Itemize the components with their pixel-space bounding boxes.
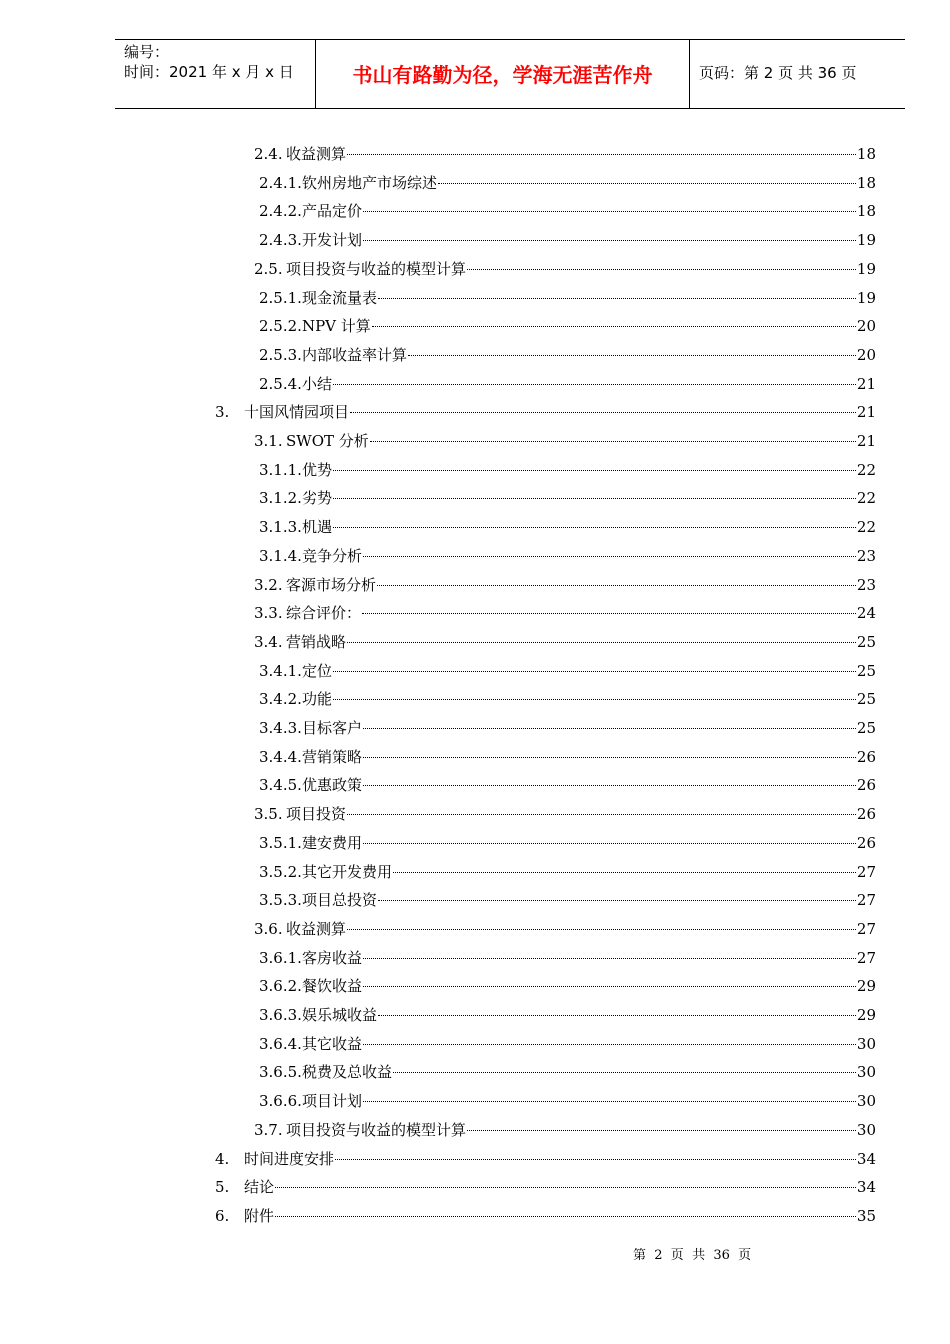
toc-entry-number: 3.3. bbox=[254, 604, 283, 622]
toc-entry-page: 30 bbox=[856, 1063, 876, 1081]
header-page-cell bbox=[690, 40, 905, 108]
toc-entry-page: 20 bbox=[856, 346, 876, 364]
toc-entry-title: SWOT 分析 bbox=[286, 432, 369, 450]
toc-leader-dots bbox=[467, 249, 856, 270]
toc-entry-title: 项目计划 bbox=[301, 1092, 362, 1110]
toc-entry-number: 3.6.1. bbox=[259, 949, 302, 967]
toc-entry[interactable] bbox=[254, 425, 876, 450]
toc-entry-title: 收益测算 bbox=[286, 920, 347, 938]
toc-entry-number: 3.5. bbox=[254, 805, 283, 823]
toc-entry-title: 劣势 bbox=[301, 489, 332, 507]
toc-entry-title: 时间进度安排 bbox=[244, 1150, 335, 1168]
toc-entry-number: 3.4.1. bbox=[259, 662, 302, 680]
toc-entry-number: 3.1.3. bbox=[259, 518, 302, 536]
toc-entry-page: 18 bbox=[856, 202, 876, 220]
header-motto: 书山有路勤为径，学海无涯苦作舟 bbox=[352, 63, 653, 87]
toc-entry[interactable] bbox=[259, 712, 876, 737]
toc-entry-page: 29 bbox=[856, 977, 876, 995]
toc-entry[interactable] bbox=[259, 683, 876, 708]
toc-leader-dots bbox=[363, 765, 856, 786]
toc-entry-page: 22 bbox=[856, 461, 876, 479]
toc-entry-page: 19 bbox=[856, 260, 876, 278]
toc-entry-title: 内部收益率计算 bbox=[301, 346, 407, 364]
toc-leader-dots bbox=[333, 679, 856, 700]
toc-entry[interactable] bbox=[254, 597, 876, 622]
toc-entry-number: 3.6.3. bbox=[259, 1006, 302, 1024]
toc-entry-title: 目标客户 bbox=[301, 719, 362, 737]
toc-leader-dots bbox=[350, 392, 856, 413]
toc-entry-page: 25 bbox=[856, 662, 876, 680]
toc-entry[interactable] bbox=[254, 138, 876, 163]
toc-entry-number: 2.5.2. bbox=[259, 317, 302, 335]
toc-entry[interactable] bbox=[254, 253, 876, 278]
toc-entry-page: 30 bbox=[856, 1035, 876, 1053]
toc-leader-dots bbox=[438, 163, 856, 184]
toc-entry[interactable] bbox=[259, 540, 876, 565]
toc-entry-page: 34 bbox=[856, 1150, 876, 1168]
toc-leader-dots bbox=[363, 536, 856, 557]
toc-entry-title: 结论 bbox=[244, 1178, 275, 1196]
toc-entry-page: 18 bbox=[856, 174, 876, 192]
toc-entry-number: 2.4.3. bbox=[259, 231, 302, 249]
toc-leader-dots bbox=[363, 708, 856, 729]
toc-entry-title: 钦州房地产市场综述 bbox=[301, 174, 437, 192]
toc-entry-number: 3.1.4. bbox=[259, 547, 302, 565]
toc-entry-page: 30 bbox=[856, 1121, 876, 1139]
toc-entry-page: 25 bbox=[856, 719, 876, 737]
toc-entry-number: 3.5.1. bbox=[259, 834, 302, 852]
toc-entry-title: 客源市场分析 bbox=[286, 576, 377, 594]
toc-entry-number: 3.5.2. bbox=[259, 863, 302, 881]
document-number-label: 编号： bbox=[124, 43, 170, 61]
toc-entry-title: 娱乐城收益 bbox=[301, 1006, 377, 1024]
toc-leader-dots bbox=[372, 306, 856, 327]
document-date-label: 时间：2021 年 x 月 x 日 bbox=[124, 63, 294, 81]
toc-entry[interactable] bbox=[259, 511, 876, 536]
toc-entry-number: 3.4.5. bbox=[259, 776, 302, 794]
toc-entry-number: 3. bbox=[215, 403, 230, 421]
toc-entry-title: NPV 计算 bbox=[301, 317, 371, 335]
toc-leader-dots bbox=[333, 507, 856, 528]
toc-entry-title: 十国风情园项目 bbox=[244, 403, 350, 421]
toc-entry-number: 4. bbox=[215, 1150, 230, 1168]
toc-entry-title: 餐饮收益 bbox=[301, 977, 362, 995]
toc-entry-title: 优势 bbox=[301, 461, 332, 479]
toc-entry-number: 3.4.4. bbox=[259, 748, 302, 766]
toc-entry-page: 24 bbox=[856, 604, 876, 622]
toc-entry[interactable] bbox=[215, 1200, 876, 1225]
toc-entry-number: 2.4. bbox=[254, 145, 283, 163]
toc-entry-title: 营销战略 bbox=[286, 633, 347, 651]
toc-entry-page: 27 bbox=[856, 920, 876, 938]
toc-entry-page: 22 bbox=[856, 489, 876, 507]
toc-entry-number: 3.2. bbox=[254, 576, 283, 594]
toc-entry-number: 3.6.4. bbox=[259, 1035, 302, 1053]
toc-entry-number: 2.4.1. bbox=[259, 174, 302, 192]
toc-leader-dots bbox=[363, 938, 856, 959]
toc-entry-title: 竞争分析 bbox=[301, 547, 362, 565]
toc-entry-page: 26 bbox=[856, 776, 876, 794]
toc-entry-number: 6. bbox=[215, 1207, 230, 1225]
toc-entry[interactable] bbox=[259, 1028, 876, 1053]
toc-entry[interactable] bbox=[215, 1143, 876, 1168]
toc-entry-page: 19 bbox=[856, 289, 876, 307]
toc-entry-title: 优惠政策 bbox=[301, 776, 362, 794]
toc-leader-dots bbox=[378, 995, 856, 1016]
toc-entry-page: 23 bbox=[856, 547, 876, 565]
toc-leader-dots bbox=[370, 421, 856, 442]
toc-entry[interactable] bbox=[254, 913, 876, 938]
toc-entry-number: 3.1.2. bbox=[259, 489, 302, 507]
toc-entry[interactable] bbox=[259, 454, 876, 479]
toc-entry[interactable] bbox=[259, 884, 876, 909]
toc-entry[interactable] bbox=[259, 1056, 876, 1081]
toc-entry-title: 小结 bbox=[301, 375, 332, 393]
toc-leader-dots bbox=[347, 909, 856, 930]
toc-entry-number: 3.4.3. bbox=[259, 719, 302, 737]
toc-entry[interactable] bbox=[259, 827, 876, 852]
toc-entry-number: 3.1. bbox=[254, 432, 283, 450]
toc-entry-page: 35 bbox=[856, 1207, 876, 1225]
header-motto-cell bbox=[316, 40, 690, 108]
toc-entry-title: 建安费用 bbox=[301, 834, 362, 852]
toc-entry[interactable] bbox=[215, 396, 876, 421]
toc-entry[interactable] bbox=[254, 569, 876, 594]
toc-entry[interactable] bbox=[254, 626, 876, 651]
toc-leader-dots bbox=[467, 1110, 856, 1131]
toc-leader-dots bbox=[378, 880, 856, 901]
toc-entry-page: 29 bbox=[856, 1006, 876, 1024]
toc-leader-dots bbox=[335, 1139, 856, 1160]
toc-entry-title: 定位 bbox=[301, 662, 332, 680]
toc-leader-dots bbox=[275, 1167, 856, 1188]
toc-entry[interactable] bbox=[259, 856, 876, 881]
toc-entry-number: 5. bbox=[215, 1178, 230, 1196]
toc-entry-page: 25 bbox=[856, 633, 876, 651]
toc-entry-number: 3.6.5. bbox=[259, 1063, 302, 1081]
toc-entry-title: 项目总投资 bbox=[301, 891, 377, 909]
toc-entry[interactable] bbox=[259, 970, 876, 995]
footer-page-number: 第 2 页 共 36 页 bbox=[633, 1248, 752, 1263]
toc-entry-title: 税费及总收益 bbox=[301, 1063, 392, 1081]
toc-entry-title: 产品定价 bbox=[301, 202, 362, 220]
toc-entry-title: 其它收益 bbox=[301, 1035, 362, 1053]
toc-leader-dots bbox=[378, 278, 856, 299]
toc-entry[interactable] bbox=[259, 999, 876, 1024]
toc-entry-title: 机遇 bbox=[301, 518, 332, 536]
toc-entry[interactable] bbox=[259, 195, 876, 220]
toc-entry[interactable] bbox=[259, 942, 876, 967]
toc-leader-dots bbox=[347, 622, 856, 643]
toc-entry[interactable] bbox=[259, 368, 876, 393]
toc-entry-page: 22 bbox=[856, 518, 876, 536]
toc-entry[interactable] bbox=[259, 224, 876, 249]
toc-entry-page: 27 bbox=[856, 949, 876, 967]
toc-leader-dots bbox=[333, 364, 856, 385]
toc-entry-number: 3.6.6. bbox=[259, 1092, 302, 1110]
toc-leader-dots bbox=[333, 450, 856, 471]
toc-entry-title: 项目投资 bbox=[286, 805, 347, 823]
toc-entry[interactable] bbox=[254, 1114, 876, 1139]
toc-entry-title: 功能 bbox=[301, 690, 332, 708]
toc-entry[interactable] bbox=[259, 167, 876, 192]
toc-entry[interactable] bbox=[254, 798, 876, 823]
toc-leader-dots bbox=[363, 191, 856, 212]
toc-entry-page: 21 bbox=[856, 375, 876, 393]
toc-entry[interactable] bbox=[259, 339, 876, 364]
toc-entry-title: 客房收益 bbox=[301, 949, 362, 967]
toc-entry-title: 项目投资与收益的模型计算 bbox=[286, 260, 467, 278]
toc-leader-dots bbox=[363, 220, 856, 241]
toc-entry[interactable] bbox=[259, 1085, 876, 1110]
toc-entry-page: 27 bbox=[856, 863, 876, 881]
header-info-cell bbox=[115, 40, 316, 108]
toc-leader-dots bbox=[363, 966, 856, 987]
toc-entry-page: 21 bbox=[856, 432, 876, 450]
toc-entry-title: 其它开发费用 bbox=[301, 863, 392, 881]
toc-entry-page: 26 bbox=[856, 834, 876, 852]
toc-entry-page: 26 bbox=[856, 805, 876, 823]
toc-entry-number: 3.5.3. bbox=[259, 891, 302, 909]
toc-entry-page: 19 bbox=[856, 231, 876, 249]
toc-entry[interactable] bbox=[259, 769, 876, 794]
toc-leader-dots bbox=[362, 593, 856, 614]
document-header bbox=[115, 39, 905, 109]
toc-entry-page: 21 bbox=[856, 403, 876, 421]
toc-entry[interactable] bbox=[259, 482, 876, 507]
toc-leader-dots bbox=[408, 335, 856, 356]
toc-entry-number: 3.7. bbox=[254, 1121, 283, 1139]
toc-entry-title: 项目投资与收益的模型计算 bbox=[286, 1121, 467, 1139]
toc-entry-number: 3.6. bbox=[254, 920, 283, 938]
toc-entry-number: 3.1.1. bbox=[259, 461, 302, 479]
toc-entry-page: 30 bbox=[856, 1092, 876, 1110]
toc-entry-page: 26 bbox=[856, 748, 876, 766]
toc-entry-number: 3.4.2. bbox=[259, 690, 302, 708]
toc-leader-dots bbox=[363, 737, 856, 758]
toc-entry-number: 2.4.2. bbox=[259, 202, 302, 220]
toc-entry-title: 现金流量表 bbox=[301, 289, 377, 307]
toc-leader-dots bbox=[347, 794, 856, 815]
toc-leader-dots bbox=[275, 1196, 856, 1217]
toc-entry-number: 3.6.2. bbox=[259, 977, 302, 995]
toc-entry-title: 营销策略 bbox=[301, 748, 362, 766]
toc-leader-dots bbox=[377, 565, 856, 586]
toc-entry[interactable] bbox=[259, 310, 876, 335]
toc-leader-dots bbox=[363, 823, 856, 844]
toc-leader-dots bbox=[363, 1024, 856, 1045]
toc-leader-dots bbox=[333, 478, 856, 499]
toc-entry-number: 3.4. bbox=[254, 633, 283, 651]
toc-entry-page: 27 bbox=[856, 891, 876, 909]
toc-entry-number: 2.5.4. bbox=[259, 375, 302, 393]
toc-entry-title: 收益测算 bbox=[286, 145, 347, 163]
toc-leader-dots bbox=[363, 1081, 856, 1102]
header-page-code: 页码：第 2 页 共 36 页 bbox=[699, 64, 857, 82]
toc-entry-number: 2.5.1. bbox=[259, 289, 302, 307]
toc-entry-page: 34 bbox=[856, 1178, 876, 1196]
toc-leader-dots bbox=[333, 651, 856, 672]
toc-entry-number: 2.5. bbox=[254, 260, 283, 278]
toc-leader-dots bbox=[393, 852, 856, 873]
toc-entry-title: 综合评价： bbox=[286, 604, 362, 622]
toc-leader-dots bbox=[347, 134, 856, 155]
toc-entry[interactable] bbox=[259, 655, 876, 680]
toc-entry-page: 20 bbox=[856, 317, 876, 335]
toc-entry-page: 25 bbox=[856, 690, 876, 708]
toc-leader-dots bbox=[393, 1052, 856, 1073]
toc-entry[interactable] bbox=[215, 1171, 876, 1196]
toc-entry-title: 附件 bbox=[244, 1207, 275, 1225]
toc-entry[interactable] bbox=[259, 282, 876, 307]
toc-entry-title: 开发计划 bbox=[301, 231, 362, 249]
toc-entry-page: 23 bbox=[856, 576, 876, 594]
toc-entry-number: 2.5.3. bbox=[259, 346, 302, 364]
toc-entry-page: 18 bbox=[856, 145, 876, 163]
toc-entry[interactable] bbox=[259, 741, 876, 766]
